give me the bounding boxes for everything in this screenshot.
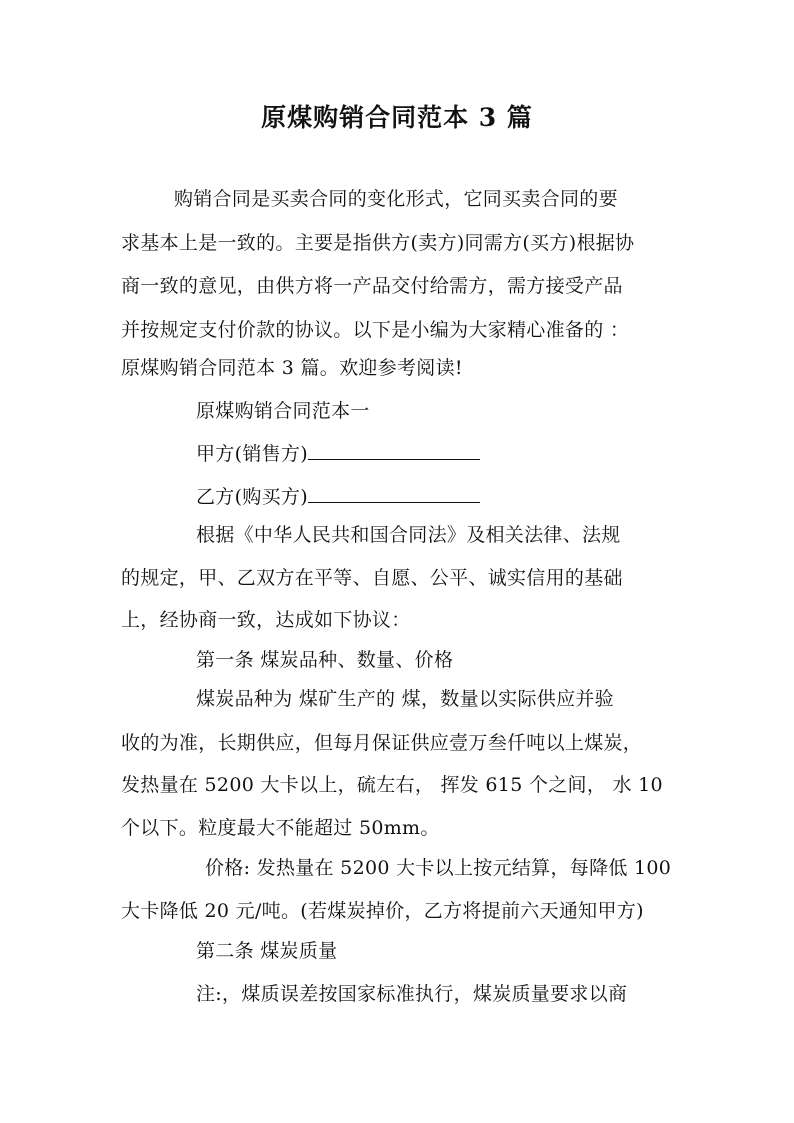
paragraph-line: 个以下。粒度最大不能超过 50mm。 [121, 817, 440, 839]
paragraph-line: 求基本上是一致的。主要是指供方(卖方)同需方(买方)根据协 [121, 232, 635, 254]
paragraph-line: 的规定，甲、乙双方在平等、自愿、公平、诚实信用的基础 [121, 567, 623, 589]
paragraph-line: 发热量在 5200 大卡以上，硫左右， 挥发 615 个之间， 水 10 [121, 774, 663, 796]
document-title: 原煤购销合同范本 3 篇 [261, 103, 533, 132]
paragraph-line: 原煤购销合同范本 3 篇。欢迎参考阅读! [121, 357, 463, 379]
paragraph-line: 价格: 发热量在 5200 大卡以上按元结算，每降低 100 [205, 857, 672, 879]
paragraph-line: 大卡降低 20 元/吨。(若煤炭掉价，乙方将提前六天通知甲方) [121, 900, 644, 922]
clause-heading: 第二条 煤炭质量 [196, 940, 338, 962]
paragraph-line: 收的为准，长期供应，但每月保证供应壹万叁仟吨以上煤炭， [121, 732, 643, 754]
paragraph-line: 注:，煤质误差按国家标准执行，煤炭质量要求以商 [196, 983, 628, 1005]
party-a-label: 甲方(销售方) [196, 443, 308, 465]
paragraph-line: 购销合同是买卖合同的变化形式，它同买卖合同的要 [174, 188, 618, 210]
paragraph-line: 上，经协商一致，达成如下协议： [121, 609, 411, 631]
party-a-line [196, 441, 480, 467]
party-b-line [196, 484, 480, 510]
clause-heading: 第一条 煤炭品种、数量、价格 [196, 649, 454, 671]
party-b-blank [308, 484, 480, 503]
party-b-label: 乙方(购买方) [196, 486, 308, 508]
section-heading: 原煤购销合同范本一 [196, 400, 370, 422]
paragraph-line: 并按规定支付价款的协议。以下是小编为大家精心准备的 ： [121, 319, 630, 341]
paragraph-line: 商一致的意见，由供方将一产品交付给需方，需方接受产品 [121, 275, 623, 297]
paragraph-line: 根据《中华人民共和国合同法》及相关法律、法规 [196, 524, 621, 546]
paragraph-line: 煤炭品种为 煤矿生产的 煤，数量以实际供应并验 [196, 688, 614, 710]
party-a-blank [308, 441, 480, 460]
